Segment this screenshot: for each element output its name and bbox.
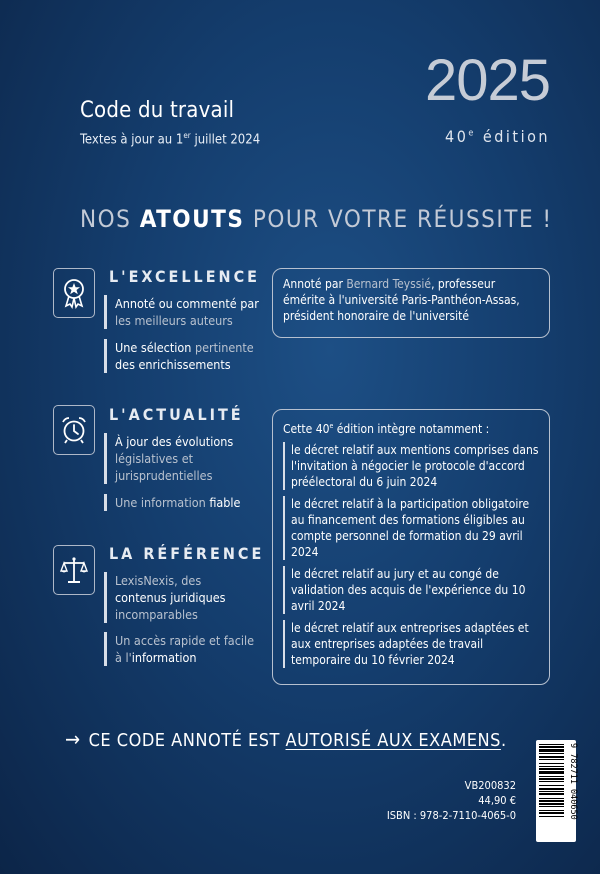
barcode-bar — [539, 771, 564, 774]
list-item: le décret relatif à la participation obligatoire au financement des formations éligibles au compte personnel de formation du 29 avril 2024 — [283, 496, 539, 560]
actualite-item-evolutions: À jour des évolutions législatives et jurisprudentielles — [104, 433, 285, 484]
alarm-clock-icon — [53, 405, 95, 455]
barcode-bar — [539, 793, 564, 795]
barcode-bar — [539, 753, 564, 754]
barcode-bar — [539, 806, 564, 807]
author-box: Annoté par Bernard Teyssié, professeur émérite à l'université Paris-Panthéon-Assas, président honoraire de l'université — [272, 268, 550, 338]
edition-year: 2025 — [424, 48, 550, 113]
barcode-bar — [539, 744, 564, 745]
isbn: ISBN : 978-2-7110-4065-0 — [386, 809, 516, 822]
barcode-bar — [539, 791, 564, 792]
barcode-bar — [539, 803, 564, 805]
section-title-reference: LA RÉFÉRENCE — [109, 544, 265, 563]
list-item: le décret relatif aux entreprises adaptées et aux entreprises adaptées de travail temporaire du 10 février 2024 — [283, 620, 539, 668]
product-codes — [387, 778, 516, 823]
decree-list — [283, 442, 539, 668]
scales-of-justice-icon — [53, 545, 95, 595]
barcode-bar — [539, 768, 564, 770]
section-title-actualite: L'ACTUALITÉ — [109, 405, 244, 424]
update-date: Textes à jour au 1er juillet 2024 — [80, 131, 261, 148]
barcode-bar — [539, 776, 564, 777]
barcode-bar — [539, 746, 564, 748]
barcode-bar — [539, 781, 564, 782]
barcode-bar — [539, 816, 564, 817]
barcode-bar — [539, 759, 564, 760]
barcode-digits: 9 782711 040650 — [568, 743, 578, 820]
book-title: Code du travail — [80, 98, 235, 123]
edition-intro: Cette 40e édition intègre notamment : — [283, 422, 490, 436]
excellence-item-selection: Une sélection pertinente des enrichissements — [104, 339, 285, 373]
award-medal-icon — [53, 268, 95, 318]
barcode-bar — [539, 798, 564, 799]
barcode-bar — [539, 788, 564, 790]
exam-authorization-line: → CE CODE ANNOTÉ EST AUTORISÉ AUX EXAMENS. — [65, 727, 507, 751]
edition-contents-box — [272, 409, 550, 685]
section-title-excellence: L'EXCELLENCE — [109, 267, 260, 286]
reference-item-access: Un accès rapide et facile à l'information — [104, 632, 285, 666]
barcode-bar — [539, 785, 564, 786]
edition-number: 40e édition — [445, 127, 550, 146]
reference-item-lexisnexis: LexisNexis, des contenus juridiques incomparables — [104, 572, 285, 623]
author-name: Bernard Teyssié — [346, 277, 432, 291]
barcode-bar — [539, 800, 564, 802]
barcode — [536, 740, 576, 842]
barcode-bar — [539, 810, 564, 811]
excellence-item-authors: Annoté ou commenté par les meilleurs auteurs — [104, 295, 285, 329]
barcode-bar — [539, 766, 564, 767]
product-reference: VB200832 — [464, 779, 516, 792]
headline: NOS ATOUTS POUR VOTRE RÉUSSITE ! — [80, 205, 553, 233]
list-item: le décret relatif au jury et au congé de validation des acquis de l'expérience du 10 avril 2024 — [283, 566, 539, 614]
barcode-bar — [539, 763, 564, 764]
barcode-bar — [539, 778, 564, 780]
barcode-bar — [539, 749, 564, 752]
barcode-bar — [539, 756, 564, 758]
list-item: le décret relatif aux mentions comprises dans l'invitation à négocier le protocole d'accord préélectoral du 6 juin 2024 — [283, 442, 539, 490]
actualite-item-fiable: Une information fiable — [104, 494, 285, 511]
price: 44,90 € — [478, 794, 516, 807]
barcode-bar — [539, 812, 564, 814]
arrow-right-icon: → — [65, 727, 81, 751]
